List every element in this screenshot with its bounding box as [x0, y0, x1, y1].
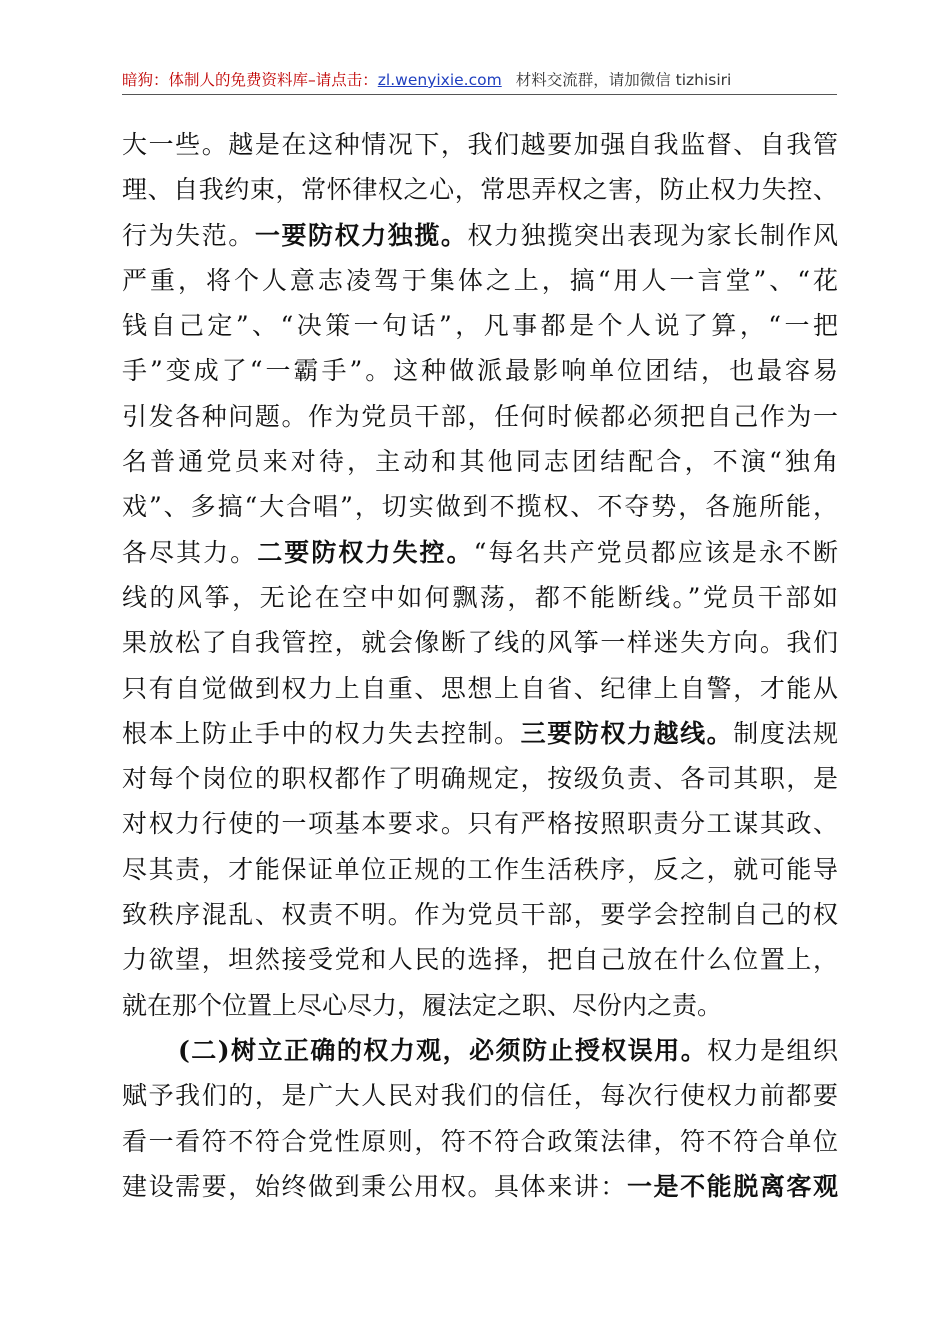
- body-text-segment: 根本上防止手中的权力失去控制。: [122, 718, 521, 748]
- text-line: [122, 1073, 838, 1118]
- body-text-segment: 权力独揽突出表现为家长制作风: [467, 220, 838, 250]
- text-line: [122, 213, 838, 258]
- text-line: [122, 983, 838, 1028]
- bold-heading-text: 二要防权力失控。: [257, 537, 474, 567]
- body-text-segment: 大一些。越是在这种情况下，我们越要加强自我监督、自我管: [122, 130, 838, 159]
- text-line: [122, 530, 838, 575]
- text-line: [122, 258, 838, 303]
- text-line: [122, 303, 838, 348]
- body-text-segment: 就在那个位置上尽心尽力，履法定之职、尽份内之责。: [122, 990, 723, 1020]
- text-line: [122, 1028, 838, 1073]
- body-text-segment: 引发各种问题。作为党员干部，任何时候都必须把自己作为一: [122, 401, 838, 431]
- bold-heading-text: 一要防权力独揽。: [254, 220, 468, 250]
- bold-heading-text: 三要防权力越线。: [520, 718, 734, 748]
- body-text-segment: 戏”、多搞“大合唱”，切实做到不揽权、不夺势，各施所能，: [122, 492, 838, 522]
- text-line: [122, 666, 838, 711]
- body-text-segment: 权力是组织: [707, 1035, 838, 1065]
- body-text-segment: 各尽其力。: [122, 537, 258, 567]
- body-text-segment: 理、自我约束，常怀律权之心，常思弄权之害，防止权力失控、: [122, 175, 838, 205]
- body-text-segment: 行为失范。: [122, 220, 255, 250]
- text-line: [122, 484, 838, 529]
- body-text-segment: 只有自觉做到权力上自重、思想上自省、纪律上自警，才能从: [122, 673, 838, 703]
- body-text-segment: 制度法规: [733, 718, 838, 748]
- text-line: [122, 801, 838, 846]
- body-text-segment: 严重，将个人意志凌驾于集体之上，搞“用人一言堂”、“花: [122, 265, 838, 295]
- text-line: [122, 620, 838, 665]
- document-body: [122, 122, 838, 1209]
- text-line: [122, 167, 838, 212]
- text-line: [122, 439, 838, 484]
- body-text-segment: 线的风筝，无论在空中如何飘荡，都不能断线。”党员干部如: [122, 582, 838, 612]
- header-link[interactable]: zl.wenyixie.com: [377, 71, 502, 89]
- body-text-segment: 钱自己定”、“决策一句话”，凡事都是个人说了算，“一把: [122, 311, 838, 341]
- header-source-label: 暗狗：体制人的免费资料库: [122, 71, 309, 89]
- body-text-segment: 名普通党员来对待，主动和其他同志团结配合，不演“独角: [122, 447, 838, 477]
- body-text-segment: 力欲望，坦然接受党和人民的选择，把自己放在什么位置上，: [122, 945, 838, 975]
- text-line: [122, 1164, 838, 1209]
- text-line: [122, 847, 838, 892]
- header-group-text: 材料交流群，请加微信 tizhisiri: [515, 71, 732, 89]
- body-text-segment: “每名共产党员都应该是永不断: [473, 537, 838, 567]
- body-text-segment: 对权力行使的一项基本要求。只有严格按照职责分工谋其政、: [122, 809, 838, 839]
- header-click-label: –请点击：: [308, 71, 378, 89]
- text-line: [122, 711, 838, 756]
- body-text-segment: 看一看符不符合党性原则，符不符合政策法律，符不符合单位: [122, 1126, 838, 1156]
- header-divider: [122, 94, 837, 95]
- text-line: [122, 892, 838, 937]
- text-line: [122, 937, 838, 982]
- text-line: [122, 394, 838, 439]
- body-text-segment: 手”变成了“一霸手”。这种做派最影响单位团结，也最容易: [122, 356, 838, 386]
- body-text-segment: 致秩序混乱、权责不明。作为党员干部，要学会控制自己的权: [122, 900, 838, 930]
- text-line: [122, 348, 838, 393]
- body-text-segment: 赋予我们的，是广大人民对我们的信任，每次行使权力前都要: [122, 1081, 838, 1111]
- text-line: [122, 1119, 838, 1164]
- page-header: [122, 66, 837, 94]
- text-line: [122, 122, 838, 167]
- body-text-segment: 果放松了自我管控，就会像断了线的风筝一样迷失方向。我们: [122, 628, 838, 658]
- text-line: [122, 575, 838, 620]
- text-line: [122, 756, 838, 801]
- bold-heading-text: 一是不能脱离客观: [626, 1171, 838, 1201]
- bold-heading-text: (二)树立正确的权力观，必须防止授权误用。: [178, 1035, 708, 1065]
- body-text-segment: 尽其责，才能保证单位正规的工作生活秩序，反之，就可能导: [122, 854, 838, 884]
- body-text-segment: 建设需要，始终做到秉公用权。具体来讲：: [122, 1171, 627, 1201]
- body-text-segment: 对每个岗位的职权都作了明确规定，按级负责、各司其职，是: [122, 764, 838, 794]
